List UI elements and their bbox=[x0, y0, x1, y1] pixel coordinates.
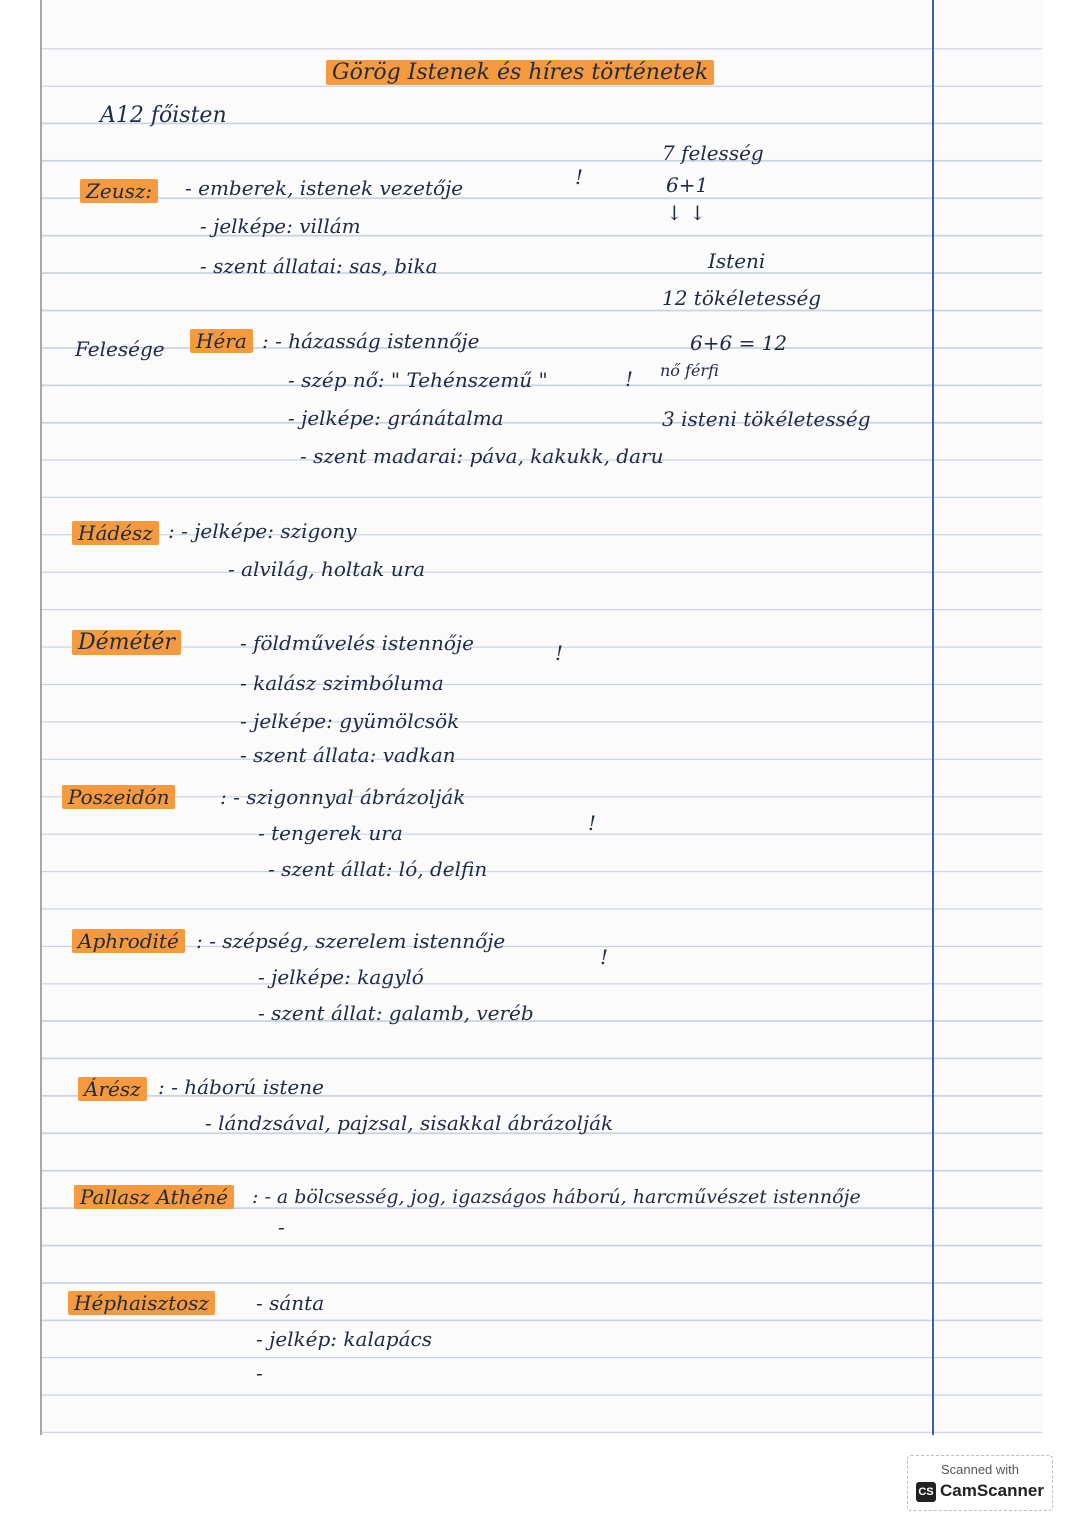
aphrodite-line-1: : - szépség, szerelem istennője bbox=[196, 929, 506, 953]
page-title: Görög Istenek és híres történetek bbox=[326, 60, 714, 86]
zeusz-line-1: - emberek, istenek vezetője bbox=[185, 176, 464, 200]
god-name-aphrodite: Aphrodité bbox=[72, 928, 185, 954]
demeter-line-4: - szent állata: vadkan bbox=[240, 743, 456, 767]
god-name-demeter: Démétér bbox=[72, 630, 181, 656]
hera-line-1: : - házasság istennője bbox=[262, 329, 480, 353]
hera-prefix: Felesége bbox=[75, 337, 165, 361]
watermark-line-2: CamScanner bbox=[940, 1481, 1044, 1500]
side-note-line-1: 7 felesség bbox=[662, 141, 764, 165]
hadesz-line-1: : - jelképe: szigony bbox=[168, 519, 357, 543]
demeter-line-2: - kalász szimbóluma bbox=[240, 671, 444, 695]
hephaisztosz-line-1: - sánta bbox=[256, 1291, 325, 1315]
notebook-page bbox=[42, 0, 1042, 1435]
hephaisztosz-line-3: - bbox=[256, 1361, 263, 1385]
demeter-line-3: - jelképe: gyümölcsök bbox=[240, 709, 460, 733]
side-note-line-6: 6+6 = 12 bbox=[690, 331, 788, 355]
side-note-line-4: Isteni bbox=[708, 249, 766, 273]
demeter-line-1: - földművelés istennője bbox=[240, 631, 474, 655]
margin-line bbox=[932, 0, 934, 1435]
zeusz-line-3: - szent állatai: sas, bika bbox=[200, 254, 438, 278]
hera-line-4: - szent madarai: páva, kakukk, daru bbox=[300, 444, 664, 468]
god-name-aresz: Árész bbox=[78, 1076, 147, 1102]
poszeidon-line-2: - tengerek ura bbox=[258, 821, 403, 845]
section-heading: A12 főisten bbox=[100, 103, 227, 128]
athene-line-1: : - a bölcsesség, jog, igazságos háború, harcművészet istennője bbox=[252, 1186, 861, 1208]
exclamation-mark: ! bbox=[625, 367, 634, 391]
aphrodite-line-2: - jelképe: kagyló bbox=[258, 965, 424, 989]
poszeidon-line-3: - szent állat: ló, delfin bbox=[268, 857, 488, 881]
god-name-hephaisztosz: Héphaisztosz bbox=[68, 1290, 215, 1316]
hera-line-2: - szép nő: " Tehénszemű " bbox=[288, 368, 548, 392]
aphrodite-line-3: - szent állat: galamb, veréb bbox=[258, 1001, 534, 1025]
side-note-line-5: 12 tökéletesség bbox=[662, 286, 822, 310]
hadesz-line-2: - alvilág, holtak ura bbox=[228, 557, 426, 581]
exclamation-mark: ! bbox=[555, 641, 564, 665]
exclamation-mark: ! bbox=[575, 165, 584, 189]
god-name-hera: Héra bbox=[190, 328, 253, 354]
athene-line-2: - bbox=[278, 1215, 285, 1239]
hera-line-3: - jelképe: gránátalma bbox=[288, 406, 504, 430]
aresz-line-1: : - háború istene bbox=[158, 1075, 324, 1099]
aresz-line-2: - lándzsával, pajzsal, sisakkal ábrázolják bbox=[205, 1111, 614, 1135]
poszeidon-line-1: : - szigonnyal ábrázolják bbox=[220, 785, 466, 809]
god-name-zeusz: Zeusz: bbox=[80, 178, 158, 204]
god-name-poszeidon: Poszeidón bbox=[62, 784, 175, 810]
scanner-watermark bbox=[907, 1455, 1053, 1511]
side-note-line-2: 6+1 bbox=[666, 173, 709, 197]
exclamation-mark: ! bbox=[588, 811, 597, 835]
page-left-edge bbox=[40, 0, 42, 1435]
side-note-line-8: 3 isteni tökéletesség bbox=[662, 407, 871, 431]
exclamation-mark: ! bbox=[600, 945, 609, 969]
watermark-line-1: Scanned with bbox=[940, 1462, 1020, 1477]
camscanner-logo-icon: CS bbox=[916, 1482, 936, 1502]
side-note-arrows: ↓ ↓ bbox=[666, 201, 706, 225]
god-name-athene: Pallasz Athéné bbox=[74, 1184, 234, 1210]
hephaisztosz-line-2: - jelkép: kalapács bbox=[256, 1327, 432, 1351]
god-name-hadesz: Hádész bbox=[72, 520, 159, 546]
side-note-line-7: nő férfi bbox=[660, 361, 719, 380]
zeusz-line-2: - jelképe: villám bbox=[200, 214, 361, 238]
